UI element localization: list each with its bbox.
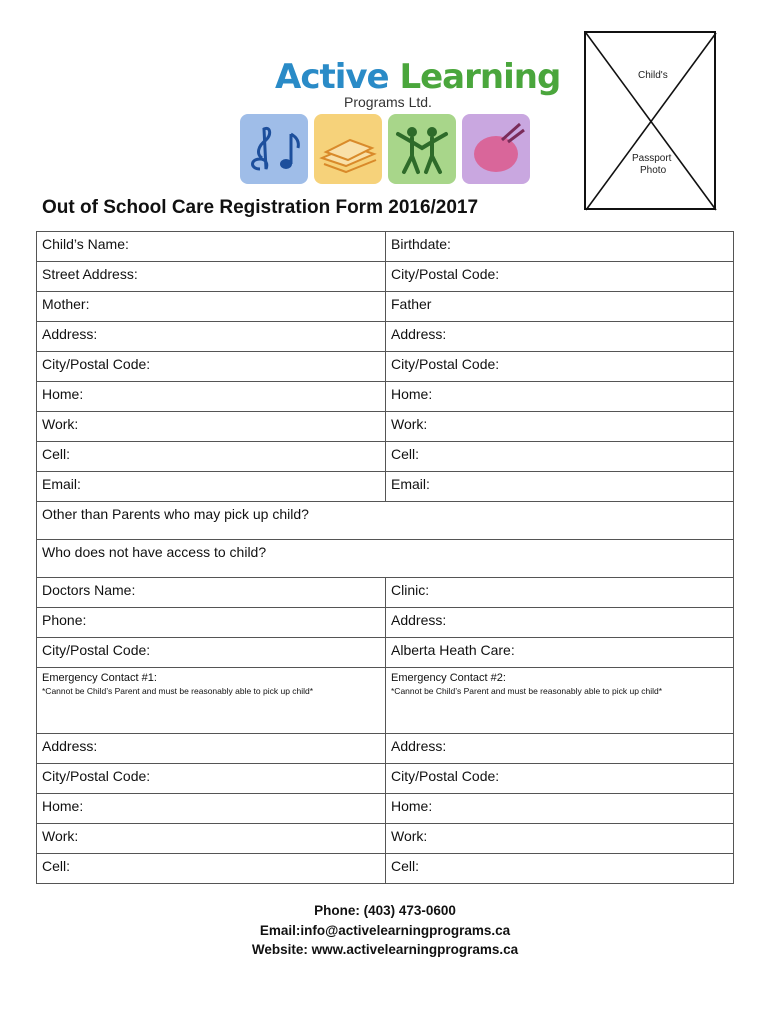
field-father-cell[interactable]: Cell: (386, 442, 734, 471)
form-row (37, 854, 734, 884)
contact-info (0, 901, 770, 960)
field-ec2-home[interactable]: Home: (386, 794, 734, 823)
form-row (37, 292, 734, 322)
form-row (37, 472, 734, 502)
form-row (37, 668, 734, 734)
field-city-postal[interactable]: City/Postal Code: (386, 262, 734, 291)
field-ec1-address[interactable]: Address: (37, 734, 386, 763)
field-ec2-cell[interactable]: Cell: (386, 854, 734, 883)
registration-form (36, 231, 734, 884)
field-ec2-city-postal[interactable]: City/Postal Code: (386, 764, 734, 793)
field-no-access[interactable]: Who does not have access to child? (37, 540, 734, 577)
emergency-contact-1-note: *Cannot be Child’s Parent and must be reasonably able to pick up child* (42, 686, 314, 696)
field-father-email[interactable]: Email: (386, 472, 734, 501)
emergency-contact-1-label: Emergency Contact #1: (42, 672, 157, 684)
form-row (37, 734, 734, 764)
form-row (37, 322, 734, 352)
form-row (37, 412, 734, 442)
form-row (37, 262, 734, 292)
field-doctor-phone[interactable]: Phone: (37, 608, 386, 637)
form-row (37, 352, 734, 382)
logo-word-active: Active (275, 57, 389, 97)
contact-website[interactable]: Website: www.activelearningprograms.ca (251, 942, 519, 957)
field-emergency-contact-2[interactable] (386, 668, 734, 733)
emergency-contact-2-note: *Cannot be Child’s Parent and must be reasonably able to pick up child* (391, 686, 663, 696)
photo-label-line3: Photo (640, 165, 667, 176)
field-emergency-contact-1[interactable] (37, 668, 386, 733)
music-notes-icon (240, 114, 308, 184)
field-street-address[interactable]: Street Address: (37, 262, 386, 291)
photo-label-line2: Passport (632, 153, 672, 164)
form-row (37, 764, 734, 794)
form-row (37, 540, 734, 578)
field-doctors-name[interactable]: Doctors Name: (37, 578, 386, 607)
field-mother-email[interactable]: Email: (37, 472, 386, 501)
passport-photo-box (584, 31, 716, 210)
field-ec1-cell[interactable]: Cell: (37, 854, 386, 883)
field-mother-address[interactable]: Address: (37, 322, 386, 351)
field-ec1-home[interactable]: Home: (37, 794, 386, 823)
form-row (37, 502, 734, 540)
field-mother-work[interactable]: Work: (37, 412, 386, 441)
logo-subtitle: Programs Ltd. (344, 94, 432, 110)
form-title: Out of School Care Registration Form 2016/2017 (42, 197, 479, 218)
field-alberta-health-care[interactable]: Alberta Heath Care: (386, 638, 734, 667)
field-birthdate[interactable]: Birthdate: (386, 232, 734, 261)
field-father[interactable]: Father (386, 292, 734, 321)
field-ec1-city-postal[interactable]: City/Postal Code: (37, 764, 386, 793)
field-clinic[interactable]: Clinic: (386, 578, 734, 607)
photo-cross-icon (586, 33, 718, 212)
form-row (37, 442, 734, 472)
photo-label-line1: Child's (638, 70, 668, 81)
form-row (37, 608, 734, 638)
field-mother[interactable]: Mother: (37, 292, 386, 321)
open-book-icon (314, 114, 382, 184)
field-father-city-postal[interactable]: City/Postal Code: (386, 352, 734, 381)
contact-phone: Phone: (403) 473-0600 (314, 903, 456, 918)
children-dancing-icon (388, 114, 456, 184)
form-row (37, 794, 734, 824)
emergency-contact-2-label: Emergency Contact #2: (391, 672, 506, 684)
paint-palette-icon (462, 114, 530, 184)
company-logo (240, 54, 561, 189)
field-doctor-city-postal[interactable]: City/Postal Code: (37, 638, 386, 667)
field-ec2-work[interactable]: Work: (386, 824, 734, 853)
form-row (37, 382, 734, 412)
field-ec1-work[interactable]: Work: (37, 824, 386, 853)
form-row (37, 578, 734, 608)
field-ec2-address[interactable]: Address: (386, 734, 734, 763)
form-row (37, 824, 734, 854)
logo-word-learning: Learning (399, 57, 561, 97)
field-childs-name[interactable]: Child’s Name: (37, 232, 386, 261)
form-row (37, 232, 734, 262)
field-mother-cell[interactable]: Cell: (37, 442, 386, 471)
field-mother-home[interactable]: Home: (37, 382, 386, 411)
field-doctor-address[interactable]: Address: (386, 608, 734, 637)
field-father-home[interactable]: Home: (386, 382, 734, 411)
contact-email[interactable]: Email:info@activelearningprograms.ca (259, 922, 511, 938)
field-authorized-pickup[interactable]: Other than Parents who may pick up child? (37, 502, 734, 539)
field-father-address[interactable]: Address: (386, 322, 734, 351)
logo-wordmark (275, 58, 560, 96)
field-mother-city-postal[interactable]: City/Postal Code: (37, 352, 386, 381)
form-row (37, 638, 734, 668)
field-father-work[interactable]: Work: (386, 412, 734, 441)
